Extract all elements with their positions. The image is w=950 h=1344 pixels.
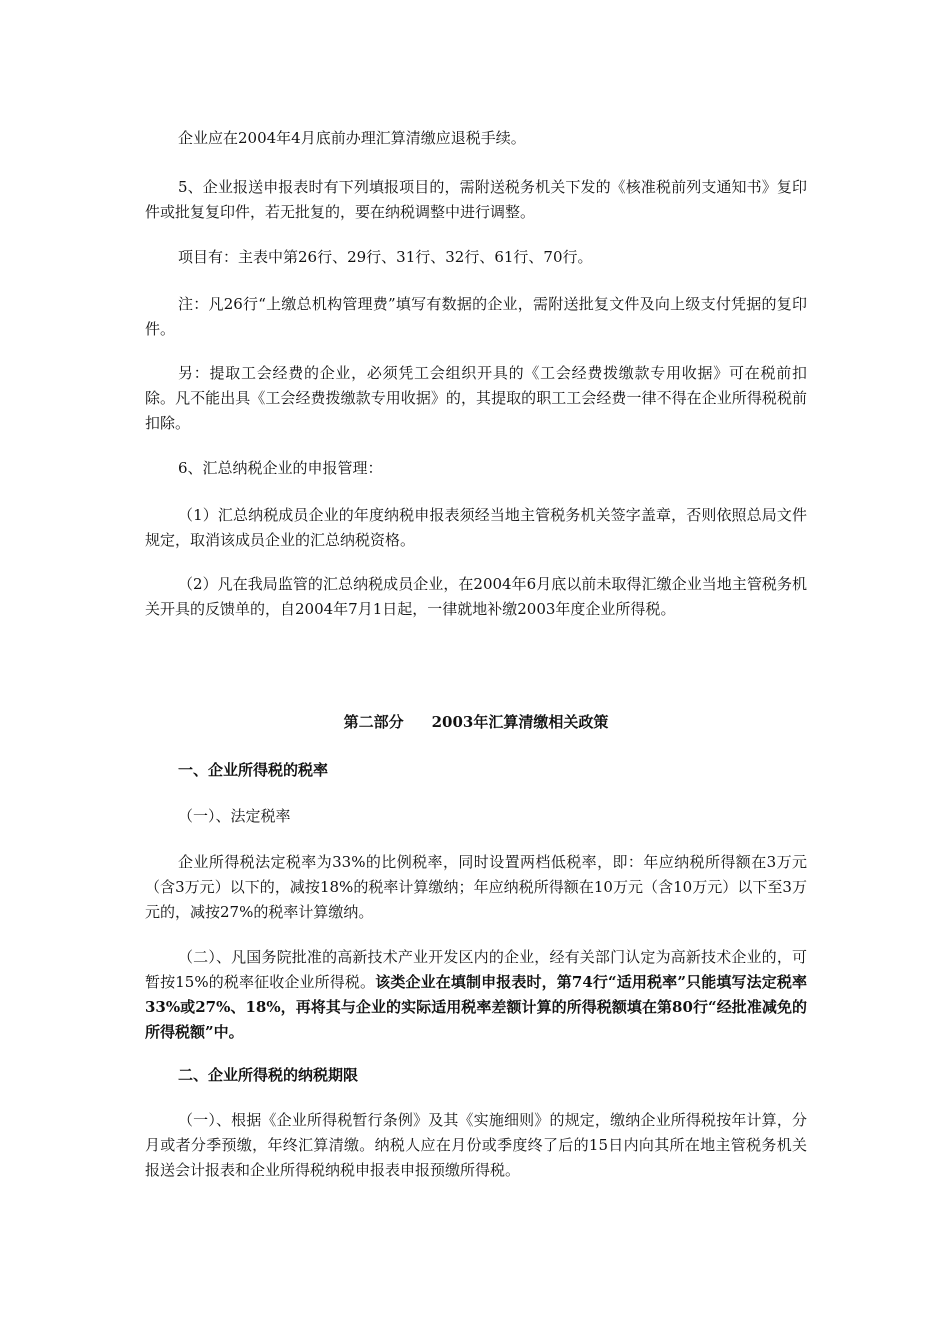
paragraph: 5、企业报送申报表时有下列填报项目的，需附送税务机关下发的《核准税前列支通知书》复印件或批复复印件，若无批复的，要在纳税调整中进行调整。 [145,178,807,221]
section-heading: 一、企业所得税的税率 [178,761,329,779]
paragraph: 企业所得税法定税率为33%的比例税率，同时设置两档低税率，即：年应纳税所得额在3万元（含3万元）以下的，减按18%的税率计算缴纳；年应纳税所得额在10万元（含10万元）以下至3万元的，减按27%的税率计算缴纳。 [145,853,807,921]
paragraph: （一）、根据《企业所得税暂行条例》及其《实施细则》的规定，缴纳企业所得税按年计算，分月或者分季预缴，年终汇算清缴。纳税人应在月份或季度终了后的15日内向其所在地主管税务机关报送会计报表和企业所得税纳税申报表申报预缴所得税。 [145,1111,807,1179]
paragraph: 注：凡26行“上缴总机构管理费”填写有数据的企业，需附送批复文件及向上级支付凭据的复印件。 [145,295,807,338]
part-title-text: 2003年汇算清缴相关政策 [431,713,609,731]
paragraph: 6、汇总纳税企业的申报管理： [178,459,383,477]
paragraph: 项目有：主表中第26行、29行、31行、32行、61行、70行。 [178,248,593,266]
part-title [145,710,807,735]
paragraph: （2）凡在我局监管的汇总纳税成员企业，在2004年6月底以前未取得汇缴企业当地主管税务机关开具的反馈单的，自2004年7月1日起，一律就地补缴2003年度企业所得税。 [145,575,807,618]
paragraph [145,945,807,1045]
section-heading: 二、企业所得税的纳税期限 [178,1066,359,1084]
paragraph: （1）汇总纳税成员企业的年度纳税申报表须经当地主管税务机关签字盖章，否则依照总局文件规定，取消该成员企业的汇总纳税资格。 [145,506,807,549]
paragraph: 另：提取工会经费的企业，必须凭工会组织开具的《工会经费拨缴款专用收据》可在税前扣除。凡不能出具《工会经费拨缴款专用收据》的，其提取的职工工会经费一律不得在企业所得税税前扣除。 [145,364,807,432]
part-title-label: 第二部分 [343,713,404,731]
subsection-heading: （一）、法定税率 [178,807,291,825]
paragraph-normal-text: （二）、凡国务院批准的高新技术产业开发区内的企业，经有关部门认定为高新技术企业的，可暂按15%的税率征收企业所得税。 [145,948,807,991]
paragraph-bold-text: 该类企业在填制申报表时，第74行“适用税率”只能填写法定税率33%或27%、18%，再将其与企业的实际适用税率差额计算的所得税额填在第80行“经批准减免的所得税额”中。 [145,973,807,1041]
paragraph: 企业应在2004年4月底前办理汇算清缴应退税手续。 [178,129,526,147]
